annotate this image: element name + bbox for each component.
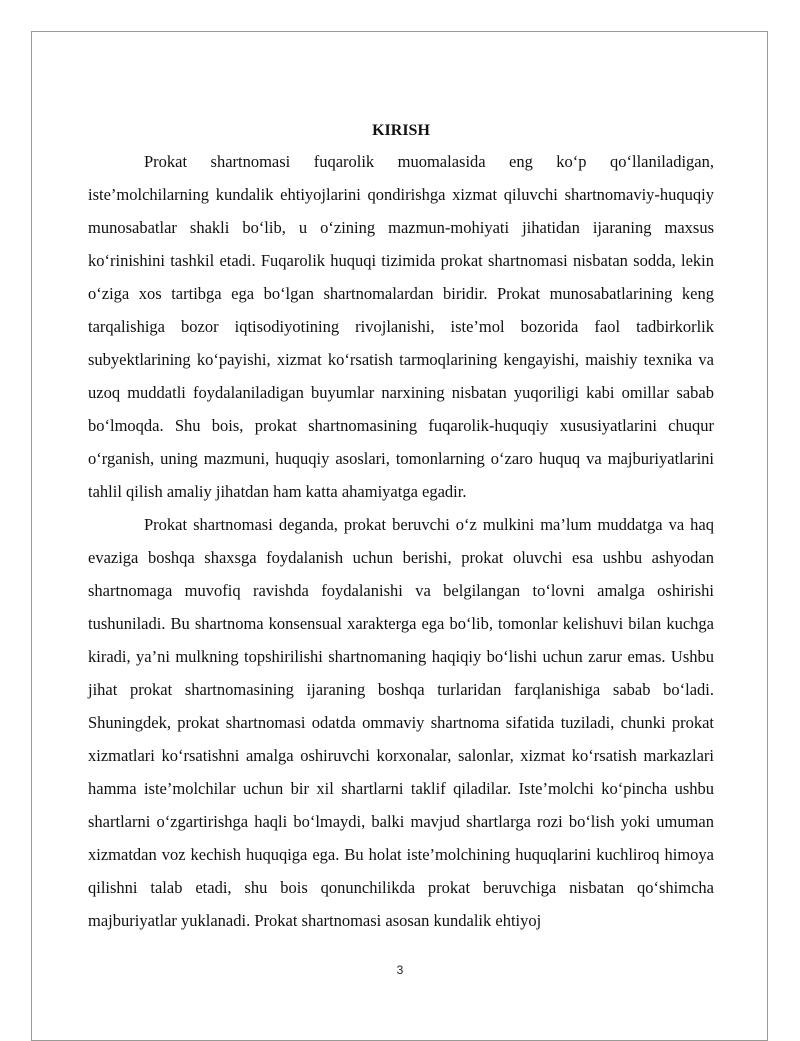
paragraph-definition: Prokat shartnomasi deganda, prokat beruvchi o‘z mulkini ma’lum muddatga va haq evaziga boshqa shaxsga foydalanish uchun berishi, prokat oluvchi esa ushbu ashyodan shartnomaga muvofiq ravishda foydalanishi va belgilangan to‘lovni amalga oshirishi tushuniladi. Bu shartnoma konsensual xarakterga ega bo‘lib, tomonlar kelishuvi bilan kuchga kiradi, ya’ni mulkning topshirilishi shartnomaning haqiqiy bo‘lishi uchun zarur emas. Ushbu jihat prokat shartnomasining ijaraning boshqa turlaridan farqlanishiga sabab bo‘ladi. Shuningdek, prokat shartnomasi odatda ommaviy shartnoma sifatida tuziladi, chunki prokat xizmatlari ko‘rsatishni amalga oshiruvchi korxonalar, salonlar, xizmat ko‘rsatish markazlari hamma iste’molchilar uchun bir xil shartlarni taklif qiladilar. Iste’molchi ko‘pincha ushbu shartlarni o‘zgartirishga haqli bo‘lmaydi, balki mavjud shartlarga rozi bo‘lish yoki umuman xizmatdan voz kechish huquqiga ega. Bu holat iste’molchining huquqlarini kuchliroq himoya qilishni talab etadi, shu bois qonunchilikda prokat beruvchiga nisbatan qo‘shimcha majburiyatlar yuklanadi. Prokat shartnomasi asosan kundalik ehtiyoj — [88, 515, 714, 930]
page-title: KIRISH — [372, 122, 430, 139]
page-number: 3 — [396, 963, 404, 977]
paragraph-intro: Prokat shartnomasi fuqarolik muomalasida eng ko‘p qo‘llaniladigan, iste’molchilarning kundalik ehtiyojlarini qondirishga xizmat qiluvchi shartnomaviy-huquqiy munosabatlar shakli bo‘lib, u o‘zining mazmun-mohiyati jihatidan ijaraning maxsus ko‘rinishini tashkil etadi. Fuqarolik huquqi tizimida prokat shartnomasi nisbatan sodda, lekin o‘ziga xos tartibga ega bo‘lgan shartnomalardan biridir. Prokat munosabatlarining keng tarqalishiga bozor iqtisodiyotining rivojlanishi, iste’mol bozorida faol tadbirkorlik subyektlarining ko‘payishi, xizmat ko‘rsatish tarmoqlarining kengayishi, maishiy texnika va uzoq muddatli foydalaniladigan buyumlar narxining nisbatan yuqoriligi kabi omillar sabab bo‘lmoqda. Shu bois, prokat shartnomasining fuqarolik-huquqiy xususiyatlarini chuqur o‘rganish, uning mazmuni, huquqiy asoslari, tomonlarning o‘zaro huquq va majburiyatlarini tahlil qilish amaliy jihatdan ham katta ahamiyatga egadir. — [88, 152, 714, 501]
document-body — [88, 117, 714, 937]
